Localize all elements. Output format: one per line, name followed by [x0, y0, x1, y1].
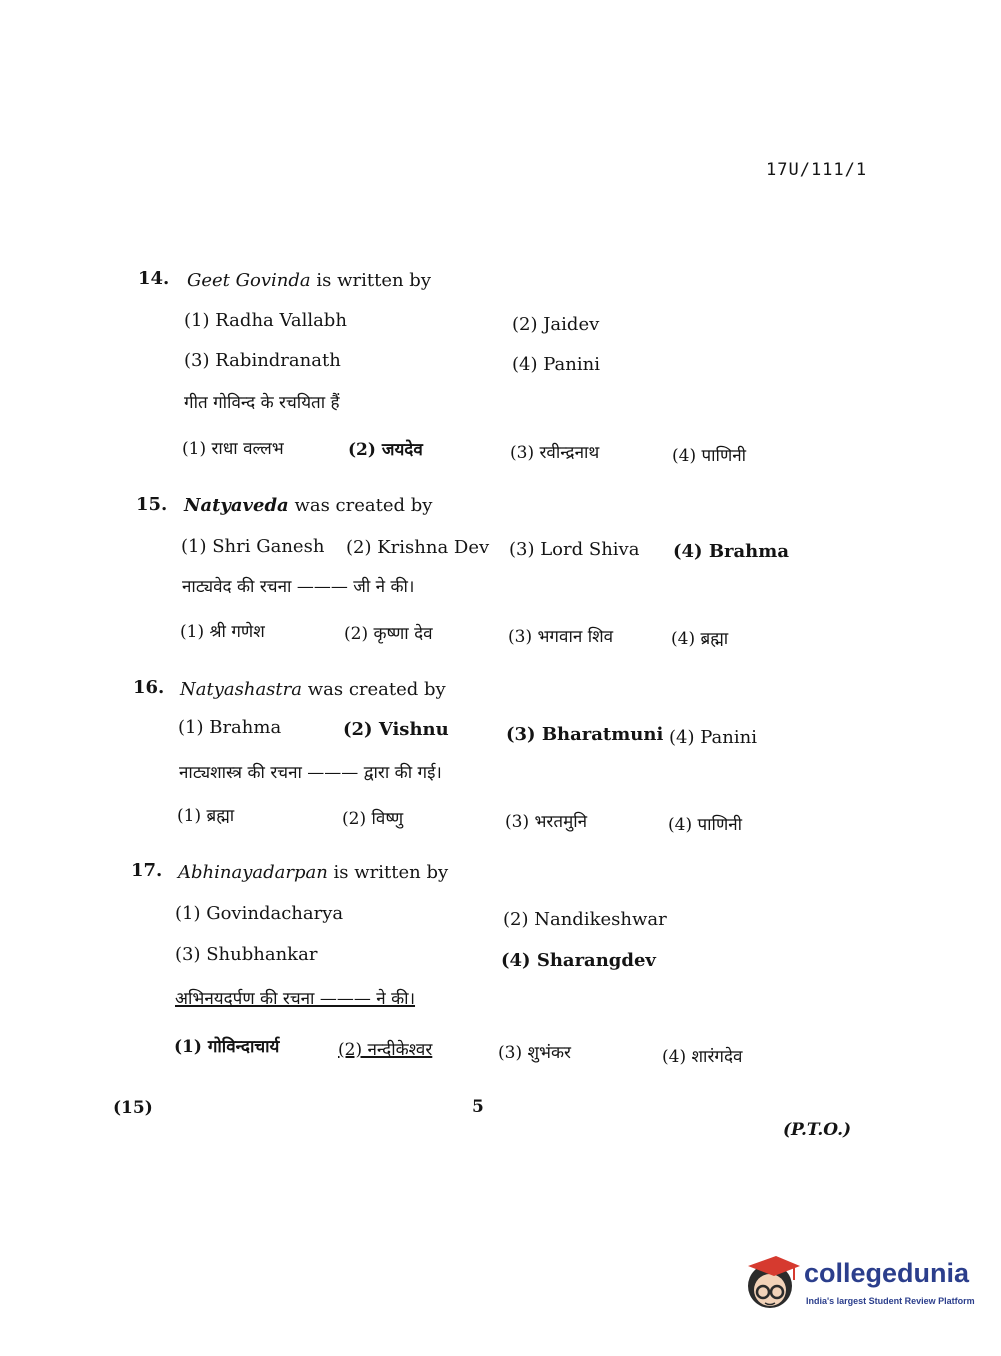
question-text — [184, 495, 432, 516]
hindi-option-4: (4) शारंगदेव — [662, 1047, 743, 1067]
question-title-rest: is written by — [316, 270, 431, 291]
hindi-option-4: (4) ब्रह्मा — [671, 629, 729, 649]
logo-name: collegedunia — [804, 1258, 970, 1288]
option-3: (3) Shubhankar — [175, 944, 318, 965]
question-number: 16. — [133, 677, 165, 698]
collegedunia-logo — [742, 1252, 975, 1316]
hindi-option-3: (3) भगवान शिव — [508, 627, 614, 647]
question-title-italic: Natyashastra — [180, 679, 302, 700]
paper-code: 17U/111/1 — [766, 160, 868, 180]
hindi-option-1: (1) गोविन्दाचार्य — [174, 1037, 280, 1057]
hindi-option-2: (2) विष्णु — [342, 809, 404, 829]
logo-tagline: India's largest Student Review Platform — [806, 1296, 975, 1306]
option-3: (3) Bharatmuni — [506, 724, 664, 745]
question-text — [178, 862, 448, 883]
question-title-italic: Abhinayadarpan — [178, 862, 328, 883]
option-4: (4) Brahma — [673, 541, 789, 562]
option-4: (4) Panini — [669, 727, 757, 748]
option-2: (2) Vishnu — [343, 719, 449, 740]
hindi-option-3: (3) भरतमुनि — [505, 812, 588, 832]
option-1: (1) Brahma — [178, 717, 282, 738]
question-title-rest: was created by — [307, 679, 446, 700]
page-number: 5 — [472, 1097, 484, 1117]
hindi-option-1: (1) ब्रह्मा — [177, 806, 235, 826]
hindi-option-3: (3) शुभंकर — [498, 1043, 572, 1063]
hindi-option-1: (1) राधा वल्लभ — [182, 439, 284, 459]
question-number: 14. — [138, 268, 170, 289]
option-4: (4) Sharangdev — [501, 950, 656, 971]
hindi-option-2: (2) नन्दीकेश्वर — [338, 1040, 433, 1060]
hindi-option-1: (1) श्री गणेश — [180, 622, 265, 642]
question-number: 15. — [136, 494, 168, 515]
question-title-rest: is written by — [333, 862, 449, 883]
option-2: (2) Krishna Dev — [346, 537, 490, 558]
option-4: (4) Panini — [512, 354, 600, 375]
question-number: 17. — [131, 860, 163, 881]
footer-left: (15) — [113, 1098, 153, 1118]
option-1: (1) Govindacharya — [175, 903, 344, 924]
question-title-italic: Natyaveda — [184, 495, 289, 516]
question-title-italic: Geet Govinda — [187, 270, 311, 291]
hindi-option-2: (2) कृष्णा देव — [344, 624, 433, 644]
hindi-option-4: (4) पाणिनी — [668, 815, 743, 835]
question-text — [180, 679, 446, 700]
option-3: (3) Lord Shiva — [509, 539, 640, 560]
option-1: (1) Radha Vallabh — [184, 310, 347, 331]
option-1: (1) Shri Ganesh — [181, 536, 325, 557]
hindi-question: गीत गोविन्द के रचयिता हैं — [184, 393, 340, 413]
question-title-rest: was created by — [294, 495, 433, 516]
option-3: (3) Rabindranath — [184, 350, 341, 371]
option-2: (2) Nandikeshwar — [503, 909, 667, 930]
hindi-option-2: (2) जयदेव — [348, 440, 423, 460]
hindi-question: नाट्यवेद की रचना ——— जी ने की। — [182, 577, 415, 597]
question-text — [187, 270, 431, 291]
mascot-icon — [742, 1252, 802, 1314]
hindi-option-4: (4) पाणिनी — [672, 446, 747, 466]
hindi-question: अभिनयदर्पण की रचना ——— ने की। — [175, 989, 416, 1009]
hindi-question: नाट्यशास्त्र की रचना ——— द्वारा की गई। — [179, 763, 442, 783]
hindi-option-3: (3) रवीन्द्रनाथ — [510, 443, 600, 463]
option-2: (2) Jaidev — [512, 314, 600, 335]
pto-label: (P.T.O.) — [783, 1120, 852, 1140]
